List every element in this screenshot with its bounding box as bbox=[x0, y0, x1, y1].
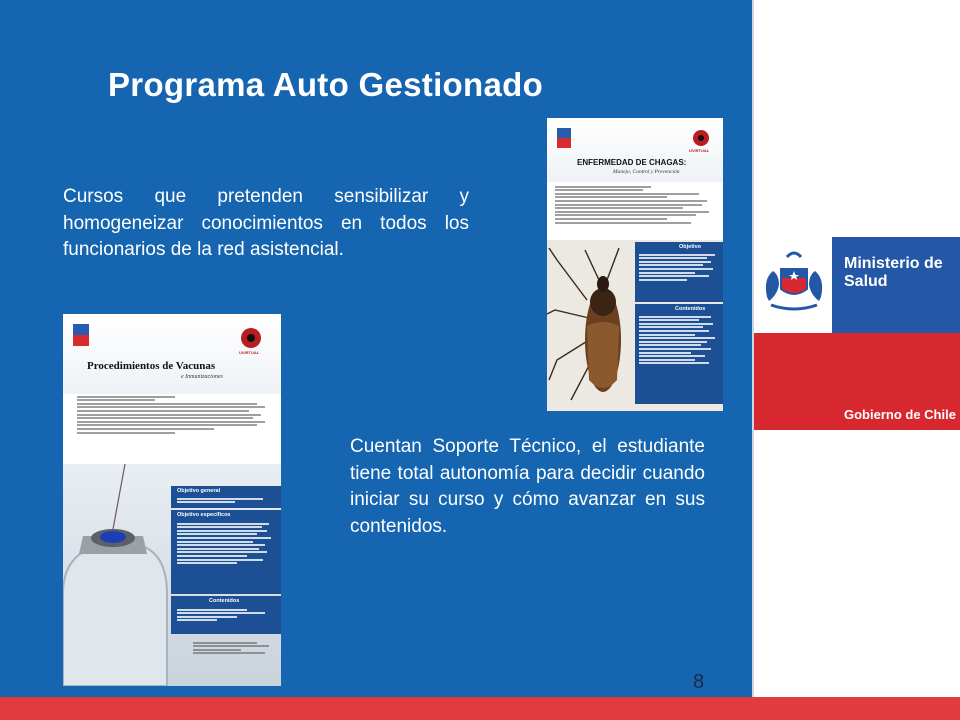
chile-flag-icon bbox=[73, 324, 89, 346]
chile-coat-of-arms-icon bbox=[759, 245, 829, 315]
poster-specific-objectives-box bbox=[171, 510, 281, 594]
poster-box-heading: Objetivo general bbox=[177, 488, 221, 494]
ministry-of-health-logo bbox=[754, 237, 960, 430]
ministry-name bbox=[844, 255, 943, 291]
poster-title: Procedimientos de Vacunas bbox=[87, 360, 216, 372]
government-name: Gobierno de Chile bbox=[844, 407, 956, 422]
poster-objective-box bbox=[635, 242, 723, 302]
chile-flag-icon bbox=[557, 128, 571, 148]
ministry-name-line-2: Salud bbox=[844, 273, 888, 290]
poster-brand: UVIRTUAL bbox=[689, 148, 710, 153]
poster-title: ENFERMEDAD DE CHAGAS: bbox=[577, 158, 687, 167]
poster-text-lines bbox=[555, 184, 715, 225]
description-paragraph-2: Cuentan Soporte Técnico, el estudiante tiene total autonomía para decidir cuando iniciar su curso y cómo avanzar en sus contenidos. bbox=[350, 436, 705, 537]
uvirtual-logo-icon bbox=[693, 130, 709, 146]
page-number: 8 bbox=[693, 671, 705, 693]
slide-title: Programa Auto Gestionado bbox=[108, 66, 544, 103]
poster-footer-lines bbox=[193, 640, 273, 656]
poster-contents-box bbox=[171, 596, 281, 634]
bottom-accent-bar bbox=[0, 697, 960, 720]
poster-box-heading: Contenidos bbox=[675, 306, 706, 312]
poster-box-heading: Objetivo bbox=[679, 244, 702, 250]
poster-brand: UVIRTUAL bbox=[239, 350, 260, 355]
poster-subtitle: Manejo, Control y Prevención bbox=[613, 169, 680, 175]
uvirtual-logo-icon bbox=[241, 328, 261, 348]
vaccines-course-poster bbox=[63, 314, 281, 686]
chagas-course-poster bbox=[547, 118, 723, 411]
poster-box-heading: Objetivo específicos bbox=[177, 512, 231, 518]
poster-text-lines bbox=[77, 394, 273, 435]
poster-contents-box bbox=[635, 304, 723, 404]
poster-general-objective-box bbox=[171, 486, 281, 508]
poster-subtitle: e Inmunizaciones bbox=[181, 374, 223, 380]
description-paragraph-1: Cursos que pretenden sensibilizar y homogeneizar conocimientos en todos los funcionarios de la red asistencial. bbox=[63, 186, 469, 260]
poster-box-heading: Contenidos bbox=[209, 598, 240, 604]
ministry-name-line-1: Ministerio de bbox=[844, 255, 943, 272]
